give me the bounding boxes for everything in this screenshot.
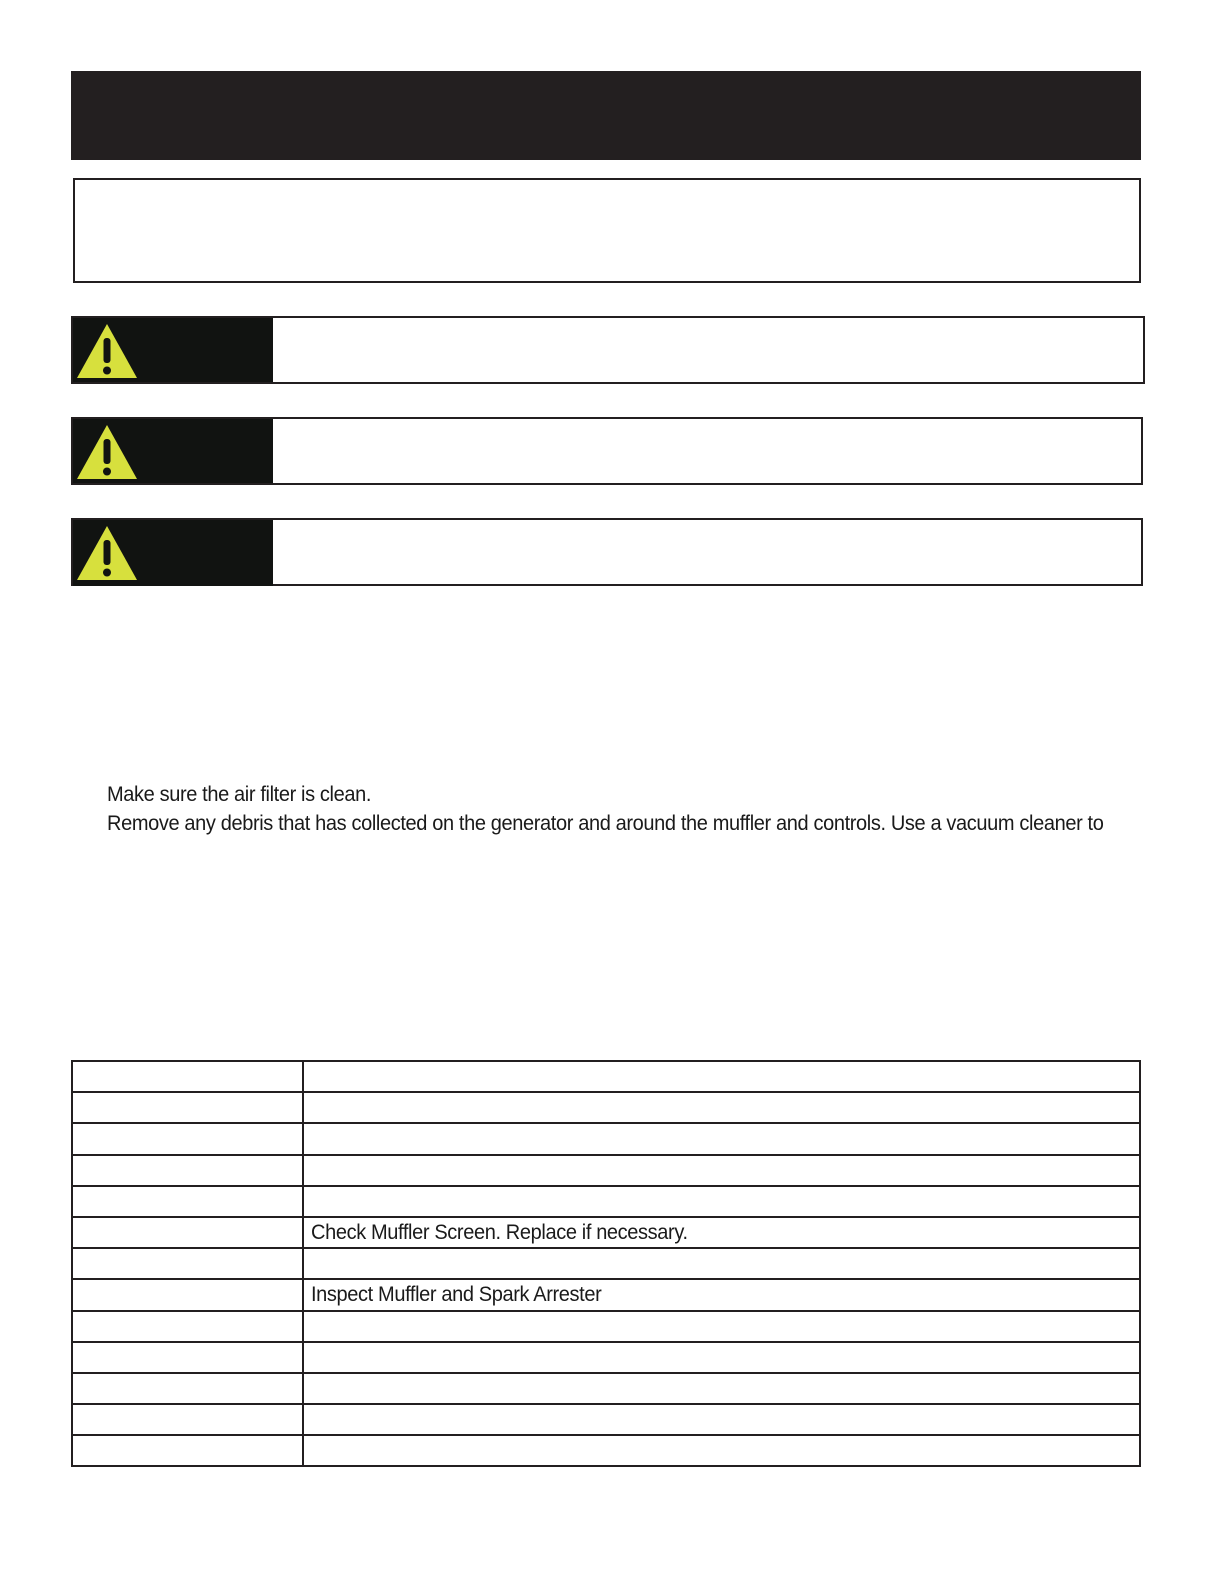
table-row bbox=[72, 1155, 1140, 1186]
interval-cell bbox=[72, 1311, 303, 1342]
table-row bbox=[72, 1248, 1140, 1279]
warning-tag bbox=[73, 318, 273, 382]
interval-cell bbox=[72, 1373, 303, 1404]
interval-cell bbox=[72, 1061, 303, 1092]
warning-triangle-icon bbox=[75, 423, 139, 481]
task-cell: Inspect Muffler and Spark Arrester bbox=[303, 1279, 1140, 1310]
warning-banner-1 bbox=[71, 316, 1145, 384]
task-cell bbox=[303, 1155, 1140, 1186]
interval-cell bbox=[72, 1342, 303, 1373]
table-row bbox=[72, 1404, 1140, 1435]
warning-tag bbox=[73, 520, 273, 586]
warning-tag bbox=[73, 419, 273, 483]
table-row bbox=[72, 1061, 1140, 1092]
interval-cell bbox=[72, 1217, 303, 1248]
table-row bbox=[72, 1373, 1140, 1404]
task-cell bbox=[303, 1061, 1140, 1092]
interval-cell bbox=[72, 1279, 303, 1310]
task-cell bbox=[303, 1342, 1140, 1373]
table-row bbox=[72, 1342, 1140, 1373]
table-row bbox=[72, 1435, 1140, 1466]
table-row bbox=[72, 1311, 1140, 1342]
interval-cell bbox=[72, 1435, 303, 1466]
interval-cell bbox=[72, 1404, 303, 1435]
task-cell bbox=[303, 1092, 1140, 1123]
task-cell bbox=[303, 1248, 1140, 1279]
warning-message bbox=[273, 520, 1141, 584]
warning-message bbox=[273, 419, 1141, 483]
interval-cell bbox=[72, 1155, 303, 1186]
table-row bbox=[72, 1279, 1140, 1310]
task-cell bbox=[303, 1311, 1140, 1342]
warning-banner-3 bbox=[71, 518, 1143, 586]
warning-triangle-icon bbox=[75, 524, 139, 582]
task-cell bbox=[303, 1186, 1140, 1217]
instruction-remove-debris: Remove any debris that has collected on the generator and around the muffler and controls. Use a vacuum cleaner to bbox=[107, 811, 1104, 835]
interval-cell bbox=[72, 1186, 303, 1217]
table-row bbox=[72, 1092, 1140, 1123]
interval-cell bbox=[72, 1248, 303, 1279]
section-header-bar bbox=[71, 71, 1141, 160]
warning-message bbox=[273, 318, 1143, 382]
task-cell bbox=[303, 1123, 1140, 1154]
task-cell bbox=[303, 1404, 1140, 1435]
warning-triangle-icon bbox=[75, 322, 139, 380]
task-cell bbox=[303, 1435, 1140, 1466]
task-cell bbox=[303, 1373, 1140, 1404]
instruction-air-filter: Make sure the air filter is clean. bbox=[107, 782, 372, 806]
table-row bbox=[72, 1217, 1140, 1248]
maintenance-instructions bbox=[107, 780, 1104, 838]
notice-box bbox=[73, 178, 1141, 283]
task-cell: Check Muffler Screen. Replace if necessary. bbox=[303, 1217, 1140, 1248]
interval-cell bbox=[72, 1123, 303, 1154]
maintenance-schedule-table bbox=[71, 1060, 1141, 1467]
warning-banner-2 bbox=[71, 417, 1143, 485]
table-row bbox=[72, 1186, 1140, 1217]
table-row bbox=[72, 1123, 1140, 1154]
interval-cell bbox=[72, 1092, 303, 1123]
